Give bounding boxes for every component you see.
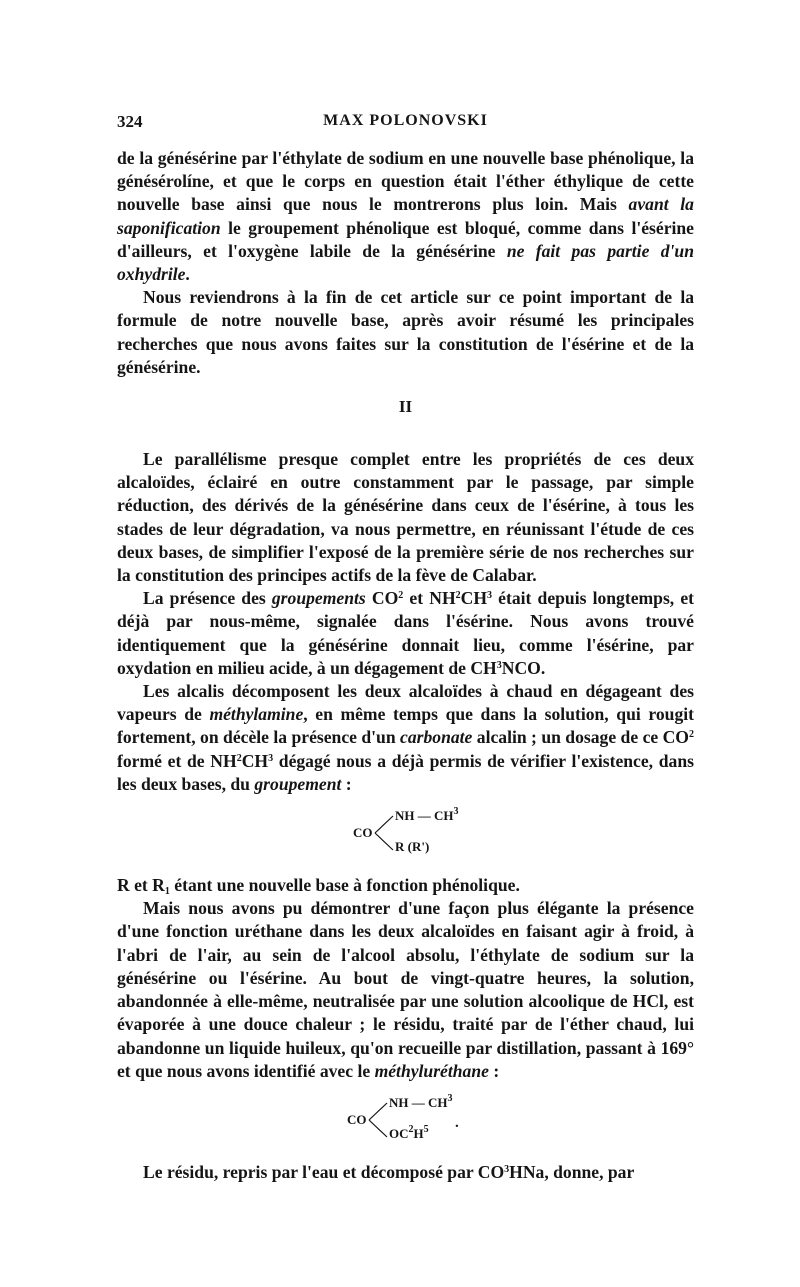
paragraph-5 xyxy=(117,680,694,796)
text-run: dégagé nous a déjà permis de vérifier l'existence, dans les deux bases, du xyxy=(117,750,694,794)
superscript: 3 xyxy=(496,659,502,671)
superscript: 3 xyxy=(268,752,274,764)
text-run: de la génésérine par l'éthylate de sodium en une nouvelle base phénolique, la génésérolíne, et que le corps en question était l'éther éthylique de cette nouvelle base ainsi que nous le montrerons plus loin. Mais xyxy=(117,148,694,215)
text-run: était depuis longtemps, et déjà par nous-même, signalée dans l'ésérine. Nous avons trouvé identiquement que la génésérine donnait lieu, comme l'ésérine, par oxydation en milieu acide, à un dégagement de CH xyxy=(117,588,695,678)
page-number: 324 xyxy=(117,112,143,131)
text-run: La présence des xyxy=(143,588,272,609)
text-run: NCO. xyxy=(501,657,546,678)
superscript: 2 xyxy=(689,729,694,741)
superscript: 2 xyxy=(398,590,404,602)
italic-run: avant la saponification xyxy=(117,194,694,238)
body-text xyxy=(117,147,694,1184)
paragraph-6 xyxy=(117,874,694,897)
formula-upper-group xyxy=(395,808,459,824)
formula-lower-group xyxy=(389,1123,429,1142)
formula-branch-lines xyxy=(367,1101,391,1139)
superscript: 2 xyxy=(408,1123,414,1135)
text-run: HNa, donne, par xyxy=(509,1161,635,1182)
formula-upper-group xyxy=(389,1092,453,1111)
formula-text: NH — CH xyxy=(395,808,454,824)
italic-run: groupement xyxy=(254,773,342,794)
text-run: : xyxy=(341,773,352,794)
paragraph-1 xyxy=(117,147,694,286)
formula-text: OC xyxy=(389,1125,409,1141)
text-run: : xyxy=(488,1060,500,1081)
paragraph-3: Le parallélisme presque complet entre les propriétés de ces deux alcaloïdes, éclairé en outre constamment par le passage, par simple réduction, des dérivés de la génésérine dans ceux de l'ésérine, à tous les stades de leur dégradation, va nous permettre, en réunissant l'étude de ces deux bases, de simplifier l'exposé de la première série de nos recherches sur la constitution des principes actifs de la fève de Calabar. xyxy=(117,449,694,586)
superscript: 3 xyxy=(453,806,459,818)
formula-methylurethane xyxy=(117,1093,694,1151)
superscript: 3 xyxy=(504,1163,510,1175)
text-run: Les alcalis décomposent les deux alcaloïdes à chaud en dégageant des vapeurs de xyxy=(117,681,694,725)
text-run: CH xyxy=(460,588,488,609)
formula-methylamine-group xyxy=(117,806,694,864)
text-run: étant une nouvelle base à fonction phénolique. xyxy=(169,875,520,896)
text-run: alcalin ; un dosage de ce CO xyxy=(472,727,689,748)
text-run: et NH xyxy=(403,588,456,609)
text-run: R et R xyxy=(117,875,165,896)
paragraph-8 xyxy=(117,1161,694,1184)
text-run: CH xyxy=(241,750,269,771)
subscript: 1 xyxy=(164,886,170,898)
formula-text: H xyxy=(413,1125,424,1141)
superscript: 2 xyxy=(455,590,461,602)
italic-run: carbonate xyxy=(400,727,473,748)
italic-run: méthyluréthane xyxy=(374,1060,489,1081)
text-run: . xyxy=(185,264,190,285)
text-run: formé et de NH xyxy=(117,750,237,771)
paragraph-4 xyxy=(117,587,694,680)
text-run: le groupement phénolique est bloqué, comme dans l'ésérine d'ailleurs, et l'oxygène labile de la génésérine xyxy=(117,217,694,261)
paragraph-2: Nous reviendrons à la fin de cet article sur ce point important de la formule de notre nouvelle base, après avoir résumé les principales recherches que nous avons faites sur la constitution de l'ésérine et de la génésérine. xyxy=(117,287,694,377)
text-run: Mais nous avons pu démontrer d'une façon plus élégante la présence d'une fonction uréthane dans les deux alcaloïdes en faisant agir à froid, à l'abri de l'air, au sein de l'alcool absolu, l'éthylate de sodium sur la génésérine ou l'ésérine. Au bout de vingt-quatre heures, la solution, abandonnée à elle-même, neutralisée par une solution alcoolique de HCl, est évaporée à une douce chaleur ; le résidu, traité par de l'éther chaud, lui abandonne un liquide huileux, qu'on recueille par distillation, passant à 169° et que nous avons identifié avec le xyxy=(117,898,694,1081)
running-head: MAX POLONOVSKI xyxy=(323,112,488,129)
formula-branch-lines xyxy=(373,814,397,852)
superscript: 3 xyxy=(447,1092,453,1104)
text-run: , en même temps que dans la solution, qui rougit fortement, on décèle la présence d'un xyxy=(117,704,694,748)
formula-text: NH — CH xyxy=(389,1094,448,1110)
superscript: 5 xyxy=(423,1123,429,1135)
page-header xyxy=(117,112,694,136)
formula-period: . xyxy=(455,1114,459,1131)
italic-run: méthylamine xyxy=(209,704,304,725)
formula-co: CO xyxy=(347,1111,367,1127)
paragraph-7 xyxy=(117,897,694,1083)
section-heading: II xyxy=(398,397,413,417)
text-run: Le résidu, repris par l'eau et décomposé par CO xyxy=(143,1161,505,1182)
italic-run: ne fait pas partie d'un oxhydrile xyxy=(117,240,694,285)
italic-run: groupements xyxy=(271,588,366,609)
superscript: 3 xyxy=(487,590,493,602)
formula-lower-group: R (R') xyxy=(395,839,430,855)
text-run: CO xyxy=(365,588,399,609)
superscript: 2 xyxy=(236,752,242,764)
formula-co: CO xyxy=(353,825,373,841)
